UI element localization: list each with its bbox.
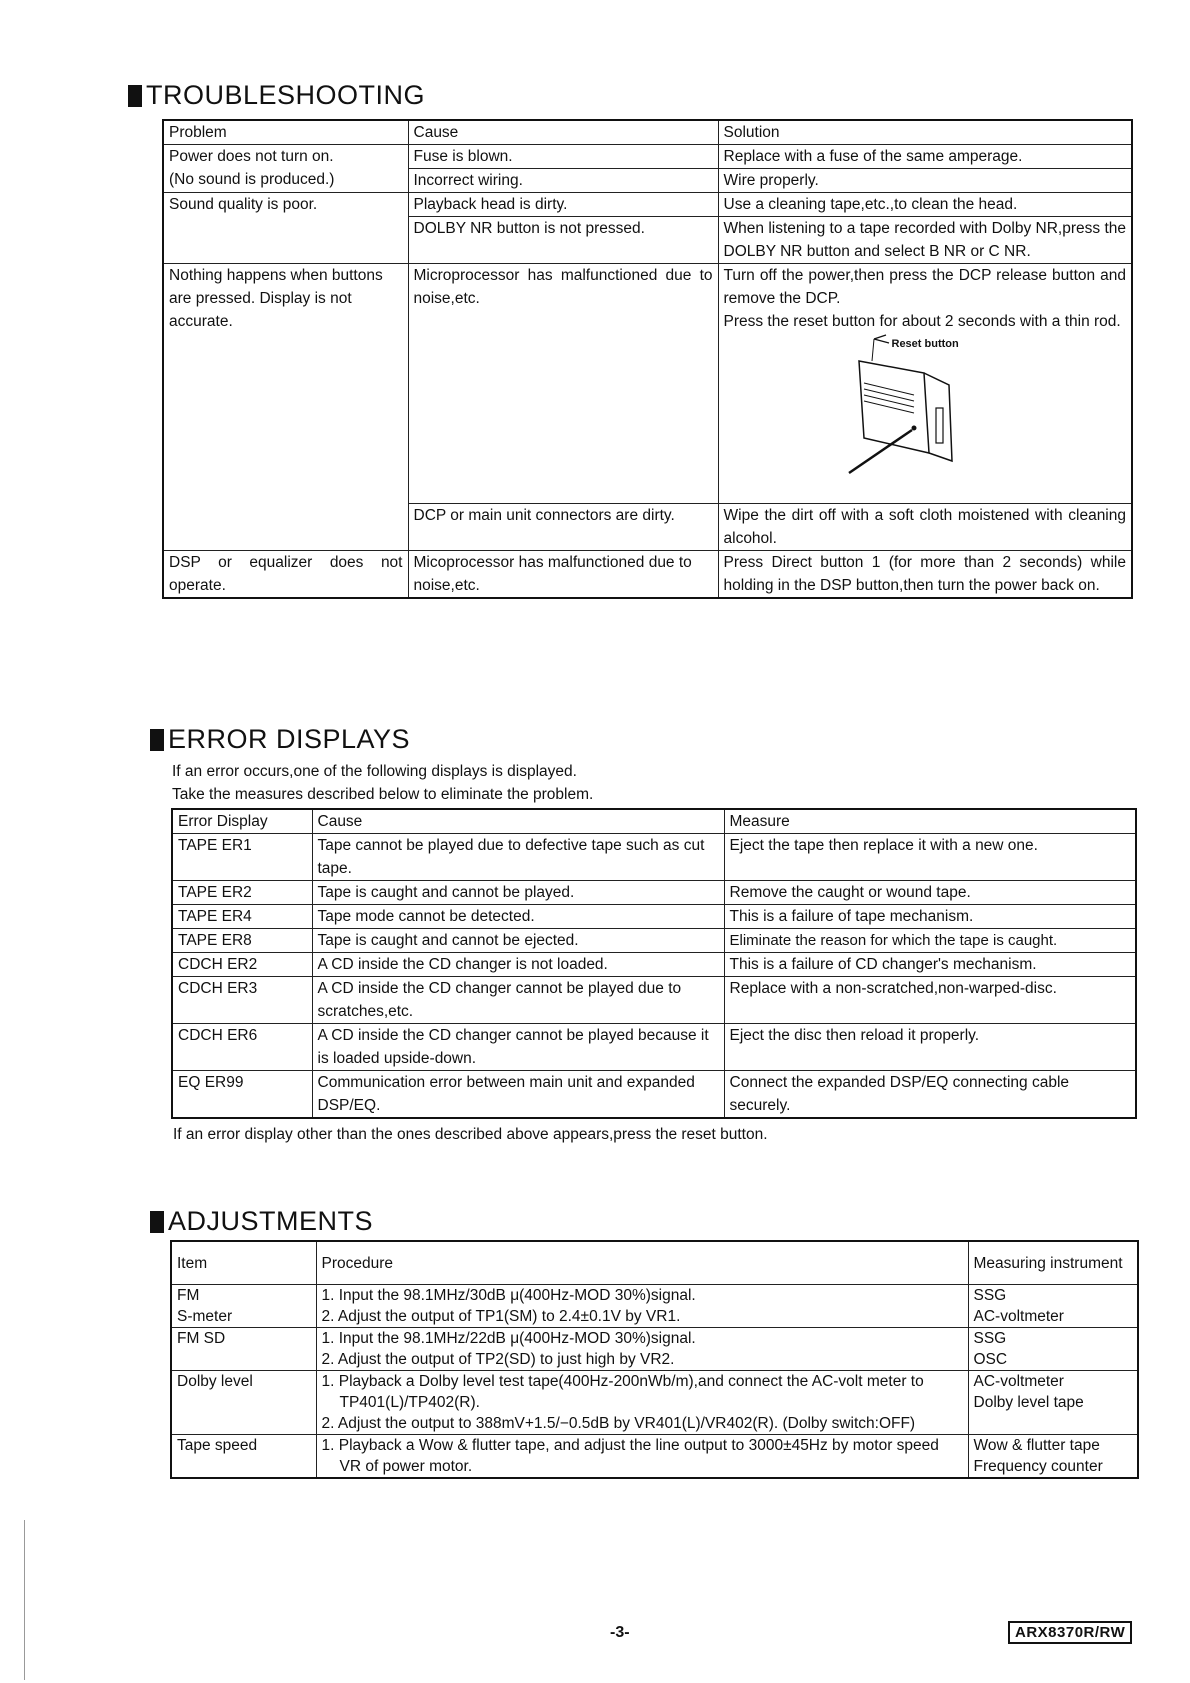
error-cause: A CD inside the CD changer is not loaded.: [312, 953, 724, 977]
section-bullet-icon: [150, 1211, 164, 1233]
error-measure: Eliminate the reason for which the tape is caught.: [724, 929, 1136, 953]
instrument: Wow & flutter tape: [973, 1437, 1100, 1454]
table-header-row: [163, 120, 1132, 145]
table-row: [163, 145, 1132, 193]
table-row: [172, 1024, 1136, 1071]
error-cause: A CD inside the CD changer cannot be played due to scratches,etc.: [312, 977, 724, 1024]
table-row: [163, 264, 1132, 504]
adjust-step: 1. Playback a Dolby level test tape(400Hz-200nWb/m),and connect the AC-volt meter to TP401(L)/TP402(R).: [321, 1373, 924, 1411]
table-row: [172, 929, 1136, 953]
instrument: Frequency counter: [973, 1458, 1103, 1475]
instrument: SSG: [973, 1330, 1007, 1347]
solution-text: Turn off the power,then press the DCP release button and remove the DCP.: [723, 267, 1126, 307]
header-solution: Solution: [718, 120, 1132, 145]
reset-button-figure: [724, 333, 1127, 503]
adjust-step: 1. Playback a Wow & flutter tape, and adjust the line output to 3000±45Hz by motor speed VR of power motor.: [321, 1437, 939, 1475]
header-problem: Problem: [163, 120, 408, 145]
model-number: ARX8370R/RW: [1008, 1621, 1132, 1644]
error-code: CDCH ER3: [172, 977, 312, 1024]
error-intro-line-1: If an error occurs,one of the following displays is displayed.: [172, 763, 577, 780]
problem-text: (No sound is produced.): [169, 171, 335, 188]
header-cause: Cause: [408, 120, 718, 145]
error-displays-table: [171, 808, 1137, 1119]
solution-text: Press the reset button for about 2 seconds with a thin rod.: [723, 313, 1121, 330]
header-cause: Cause: [312, 809, 724, 834]
solution-text: Replace with a fuse of the same amperage.: [719, 145, 1132, 169]
adjust-step: 1. Input the 98.1MHz/30dB μ(400Hz-MOD 30%)signal.: [321, 1287, 696, 1304]
solution-text: Press Direct button 1 (for more than 2 seconds) while holding in the DSP button,then turn the power back on.: [718, 551, 1132, 599]
header-instrument: Measuring instrument: [968, 1241, 1138, 1285]
error-measure: Eject the tape then replace it with a new one.: [724, 834, 1136, 881]
cause-text: Micoprocessor has malfunctioned due to noise,etc.: [408, 551, 718, 599]
table-row: [172, 881, 1136, 905]
cause-text: Incorrect wiring.: [413, 172, 523, 189]
adjust-step: 1. Input the 98.1MHz/22dB μ(400Hz-MOD 30%)signal.: [321, 1330, 696, 1347]
adjust-item: Dolby level: [177, 1373, 253, 1390]
table-header-row: [171, 1241, 1138, 1285]
cause-text: Microprocessor has malfunctioned due to noise,etc.: [408, 264, 718, 504]
adjust-item: Tape speed: [177, 1437, 258, 1454]
cause-text: DCP or main unit connectors are dirty.: [408, 504, 718, 551]
error-footnote: If an error display other than the ones described above appears,press the reset button.: [173, 1126, 768, 1143]
adjust-step: 2. Adjust the output of TP1(SM) to 2.4±0.1V by VR1.: [321, 1308, 681, 1325]
solution-text: Wipe the dirt off with a soft cloth moistened with cleaning alcohol.: [718, 504, 1132, 551]
error-code: CDCH ER2: [172, 953, 312, 977]
adjust-item: S-meter: [177, 1308, 233, 1325]
table-row: [163, 193, 1132, 264]
car-stereo-reset-illustration: [724, 333, 1124, 503]
section-bullet-icon: [150, 729, 164, 751]
table-row: [172, 834, 1136, 881]
adjustments-table: [170, 1240, 1139, 1479]
adjust-step: 2. Adjust the output to 388mV+1.5/−0.5dB by VR401(L)/VR402(R). (Dolby switch:OFF): [321, 1415, 916, 1432]
problem-text: Power does not turn on.: [169, 148, 334, 165]
cause-text: Playback head is dirty.: [409, 193, 718, 217]
error-cause: Tape mode cannot be detected.: [312, 905, 724, 929]
problem-text: DSP or equalizer does not operate.: [163, 551, 408, 599]
instrument: Dolby level tape: [973, 1394, 1084, 1411]
troubleshooting-title: TROUBLESHOOTING: [128, 80, 425, 111]
error-code: TAPE ER1: [172, 834, 312, 881]
table-row: [172, 953, 1136, 977]
problem-text: Sound quality is poor.: [163, 193, 408, 264]
error-measure: Eject the disc then reload it properly.: [724, 1024, 1136, 1071]
margin-rule: [24, 1520, 25, 1680]
error-cause: Tape cannot be played due to defective tape such as cut tape.: [312, 834, 724, 881]
error-displays-title: ERROR DISPLAYS: [150, 724, 410, 755]
error-code: CDCH ER6: [172, 1024, 312, 1071]
adjust-item: FM SD: [177, 1330, 226, 1347]
cause-text: DOLBY NR button is not pressed.: [413, 220, 645, 237]
solution-text: Use a cleaning tape,etc.,to clean the head.: [719, 193, 1132, 217]
error-code: TAPE ER8: [172, 929, 312, 953]
table-header-row: [172, 809, 1136, 834]
header-item: Item: [171, 1241, 316, 1285]
error-measure: This is a failure of tape mechanism.: [724, 905, 1136, 929]
troubleshooting-table: [162, 119, 1133, 599]
error-cause: Tape is caught and cannot be ejected.: [312, 929, 724, 953]
header-measure: Measure: [724, 809, 1136, 834]
solution-text: Wire properly.: [723, 172, 819, 189]
section-bullet-icon: [128, 85, 142, 107]
problem-text: Nothing happens when buttons are pressed. Display is not accurate.: [163, 264, 408, 551]
instrument: OSC: [973, 1351, 1008, 1368]
adjust-step: 2. Adjust the output of TP2(SD) to just high by VR2.: [321, 1351, 675, 1368]
header-procedure: Procedure: [316, 1241, 968, 1285]
figure-caption: Reset button: [891, 338, 959, 350]
table-row: [171, 1328, 1138, 1371]
instrument: AC-voltmeter: [973, 1373, 1064, 1390]
error-measure: Replace with a non-scratched,non-warped-disc.: [724, 977, 1136, 1024]
header-error-display: Error Display: [172, 809, 312, 834]
error-measure: Connect the expanded DSP/EQ connecting cable securely.: [724, 1071, 1136, 1119]
table-row: [171, 1371, 1138, 1435]
instrument: SSG: [973, 1287, 1007, 1304]
error-measure: This is a failure of CD changer's mechanism.: [724, 953, 1136, 977]
error-cause: A CD inside the CD changer cannot be played because it is loaded upside-down.: [312, 1024, 724, 1071]
error-intro-line-2: Take the measures described below to eliminate the problem.: [172, 786, 594, 803]
table-row: [171, 1435, 1138, 1479]
error-cause: Tape is caught and cannot be played.: [312, 881, 724, 905]
adjust-item: FM: [177, 1287, 200, 1304]
error-code: EQ ER99: [172, 1071, 312, 1119]
instrument: AC-voltmeter: [973, 1308, 1064, 1325]
error-code: TAPE ER4: [172, 905, 312, 929]
page-number: -3-: [610, 1624, 630, 1641]
error-code: TAPE ER2: [172, 881, 312, 905]
error-cause: Communication error between main unit and expanded DSP/EQ.: [312, 1071, 724, 1119]
table-row: [172, 977, 1136, 1024]
table-row: [172, 905, 1136, 929]
error-measure: Remove the caught or wound tape.: [724, 881, 1136, 905]
cause-text: Fuse is blown.: [409, 145, 718, 169]
table-row: [163, 551, 1132, 599]
adjustments-title: ADJUSTMENTS: [150, 1206, 373, 1237]
table-row: [172, 1071, 1136, 1119]
solution-text: When listening to a tape recorded with Dolby NR,press the DOLBY NR button and select B NR or C NR.: [723, 220, 1126, 260]
table-row: [171, 1285, 1138, 1328]
